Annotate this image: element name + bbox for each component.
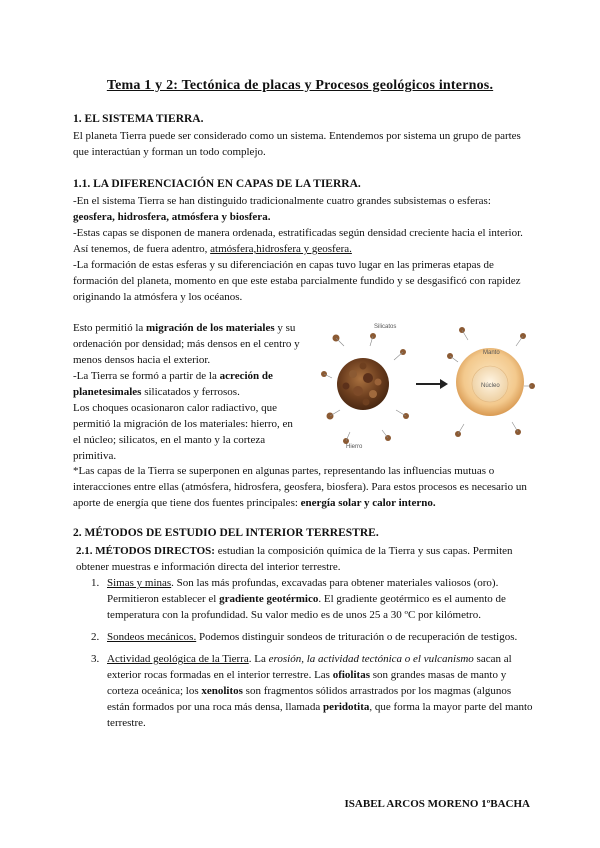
gradiente-bold: gradiente geotérmico: [219, 593, 319, 605]
paragraph-formacion-text: -La formación de estas esferas y su diferenciación en capas tuvo lugar en las primeras etapas de formación del planeta, momento en que este estaba parcialmente fundido y se desgasificó con rapidez originando la atmósfera y los océanos.: [73, 259, 521, 303]
paragraph-choques: Los choques ocasionaron calor radiactivo, que permitió la migración de los materiales: hierro, en el núcleo; silicatos, en el manto y la corteza primitiva.: [73, 402, 293, 462]
actividad-text-2: sacan al exterior rocas formadas en el interior terrestre. Las: [107, 653, 512, 681]
interacciones-text: *Las capas de la Tierra se superponen en algunas partes, representando las influencias mutuas o interacciones entre ellas (atmósfera, hidrosfera, geosfera, biosfera). Para estos procesos es necesario un aporte de energía que tiene dos fuentes principales:: [73, 465, 527, 509]
erosion-italic: erosión, la actividad tectónica o el vulcanismo: [268, 653, 474, 665]
paragraph-migracion: [73, 320, 301, 368]
capas-underlined: atmósfera,hidrosfera y geosfera.: [210, 243, 352, 255]
metodos-directos-text: estudian la composición química de la Tierra y sus capas. Permiten obtener muestras e información directa del interior terrestre.: [76, 545, 513, 573]
simas-underlined: Simas y minas: [107, 577, 172, 589]
migracion-text-a: Esto permitió la: [73, 322, 147, 334]
peridotita-bold: peridotita: [322, 701, 370, 713]
document-title: Tema 1 y 2: Tectónica de placas y Procesos geológicos internos.: [106, 78, 494, 93]
label-silicatos: Silicatos: [374, 324, 397, 330]
proto-planet: [337, 358, 389, 410]
label-manto: Manto: [483, 350, 500, 356]
list-item-simas: [73, 575, 533, 623]
metodos-directos-heading: 2.1. MÉTODOS DIRECTOS:: [76, 545, 215, 557]
sondeos-text: Podemos distinguir sondeos de trituración o de recuperación de testigos.: [196, 631, 518, 643]
acrecion-text-a: -La Tierra se formó a partir de la: [73, 370, 220, 382]
actividad-underlined: Actividad geológica de la Tierra: [107, 653, 249, 665]
actividad-text: . La: [248, 653, 269, 665]
acrecion-bold: acreción de planetesimales: [73, 370, 273, 398]
differentiated-planet: [456, 348, 524, 416]
energia-bold: energía solar y calor interno.: [300, 497, 436, 509]
label-nucleo: Núcleo: [481, 383, 500, 389]
section-1-1-heading: 1.1. LA DIFERENCIACIÓN EN CAPAS DE LA TIERRA.: [73, 178, 361, 190]
xenolitos-bold: xenolitos: [201, 685, 243, 697]
esferas-bold: geosfera, hidrosfera, atmósfera y biosfera.: [73, 211, 271, 223]
list-item-actividad: [73, 651, 533, 731]
list-item-sondeos: [73, 629, 533, 645]
simas-text: . Son las más profundas, excavadas para obtener materiales valiosos (oro). Permitieron establecer el: [107, 577, 499, 605]
ofiolitas-bold: ofiolitas: [332, 669, 370, 681]
metodos-list: [73, 575, 533, 733]
ofiolitas-text: son grandes masas de manto y corteza oceánica; los: [107, 669, 507, 697]
author-footer: ISABEL ARCOS MORENO 1ºBACHA: [344, 798, 530, 810]
section-1-text: El planeta Tierra puede ser considerado como un sistema. Entendemos por sistema un grupo de partes que interactúan y forman un todo complejo.: [73, 130, 521, 158]
gradiente-text: . El gradiente geotérmico es el aumento de temperatura con la profundidad. Su valor medio es de unos 25 a 30 ºC por kilómetro.: [107, 593, 506, 621]
list-number: 3.: [91, 653, 100, 665]
xenolitos-text: son fragmentos sólidos arrastrados por los magmas (algunos están formados por una roca más densa, llamada: [107, 685, 512, 713]
label-hierro: Hierro: [346, 444, 363, 450]
migracion-text-c: y su ordenación por densidad; más densos en el centro y menos densos hacia el exterior.: [73, 322, 300, 366]
paragraph-esferas: [73, 193, 529, 225]
peridotita-text: , que forma la mayor parte del manto terrestre.: [107, 701, 533, 729]
planet-differentiation-figure: [318, 316, 538, 456]
paragraph-capas: [73, 225, 529, 257]
migracion-bold: migración de los materiales: [146, 322, 275, 334]
planet-figure-svg: [318, 316, 538, 456]
arrow-icon: [416, 379, 448, 389]
paragraph-esferas-text: -En el sistema Tierra se han distinguido tradicionalmente cuatro grandes subsistemas o esferas:: [73, 195, 491, 207]
acrecion-text-c: silicatados y ferrosos.: [141, 386, 240, 398]
paragraph-interacciones: [73, 463, 529, 511]
paragraph-metodos-directos: [76, 543, 532, 575]
section-2-heading: 2. MÉTODOS DE ESTUDIO DEL INTERIOR TERRESTRE.: [73, 527, 379, 539]
paragraph-capas-text: -Estas capas se disponen de manera ordenada, estratificadas según densidad creciente hacia el interior. Así tenemos, de fuera adentro,: [73, 227, 523, 255]
sondeos-underlined: Sondeos mecánicos.: [107, 631, 197, 643]
list-number: 1.: [91, 577, 100, 589]
paragraph-acrecion: [73, 368, 301, 400]
list-number: 2.: [91, 631, 100, 643]
paragraph-formacion: [73, 257, 529, 305]
section-1-heading: 1. EL SISTEMA TIERRA.: [73, 113, 204, 125]
